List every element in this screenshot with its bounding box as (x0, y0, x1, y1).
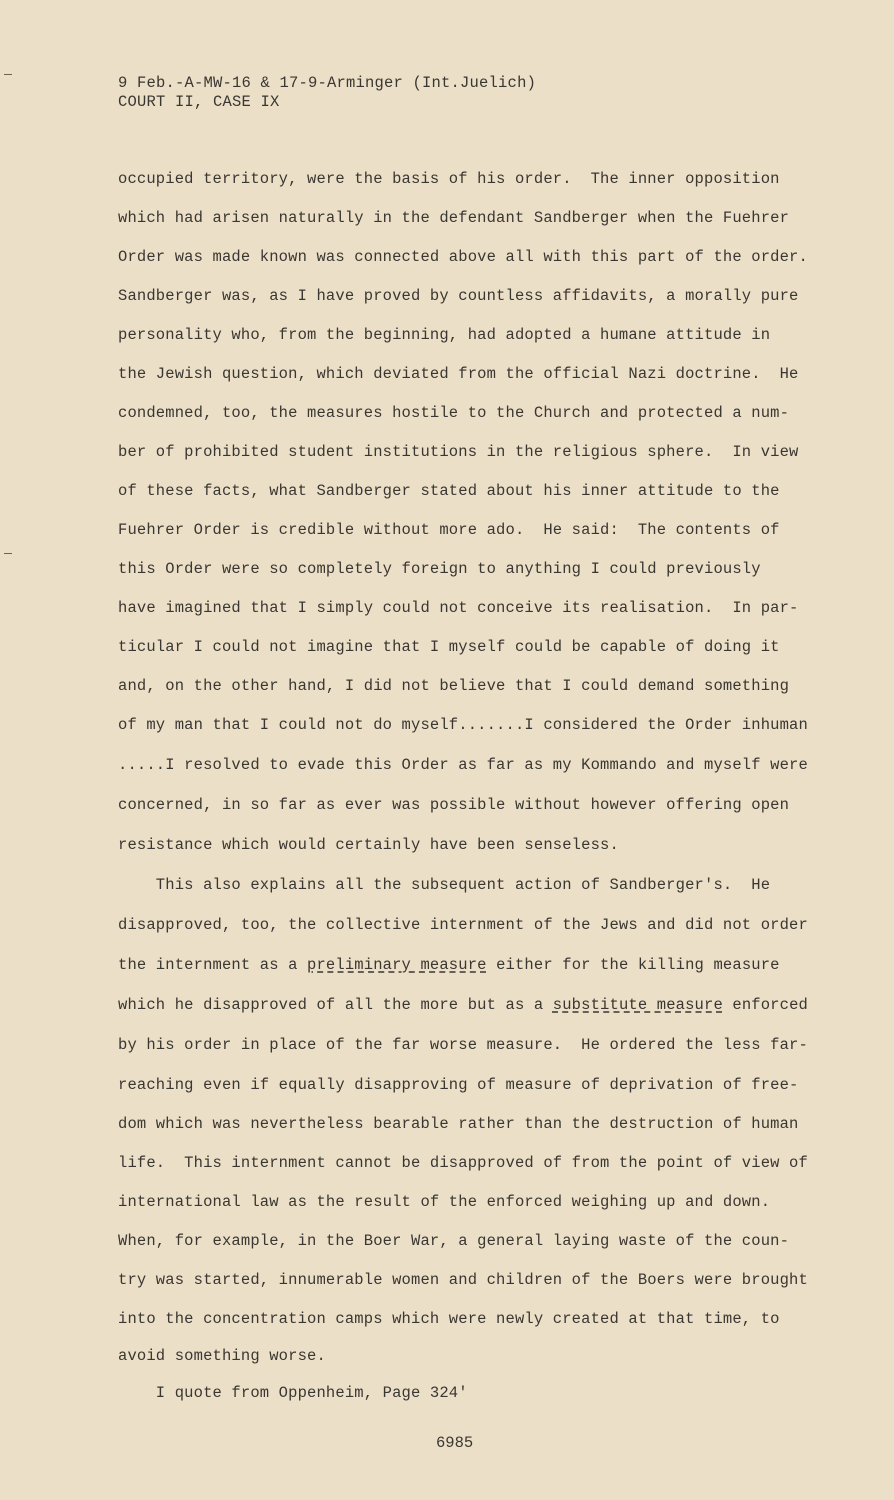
body-line: Sandberger was, as I have proved by countless affidavits, a morally pure (118, 287, 799, 305)
body-line: .....I resolved to evade this Order as far as my Kommando and myself were (118, 756, 808, 774)
body-line: concerned, in so far as ever was possible without however offering open (118, 796, 790, 814)
body-line: by his order in place of the far worse measure. He ordered the less far- (118, 1036, 808, 1054)
body-line: Order was made known was connected above all with this part of the order. (118, 248, 808, 266)
header-court-case: COURT II, CASE IX (118, 93, 280, 111)
body-line: which had arisen naturally in the defendant Sandberger when the Fuehrer (118, 209, 790, 227)
body-line: the Jewish question, which deviated from the official Nazi doctrine. He (118, 365, 799, 383)
body-line: avoid something worse. (118, 1347, 326, 1365)
body-line: dom which was nevertheless bearable rather than the destruction of human (118, 1115, 799, 1133)
body-text-span: enforced (722, 996, 808, 1014)
body-line (118, 956, 780, 974)
body-line: ber of prohibited student institutions in the religious sphere. In view (118, 443, 799, 461)
body-line: ticular I could not imagine that I myself could be capable of doing it (118, 638, 780, 656)
body-line: life. This internment cannot be disapproved of from the point of view of (118, 1154, 808, 1172)
body-line: Fuehrer Order is credible without more ado. He said: The contents of (118, 521, 780, 539)
body-text-span: the internment as a (118, 956, 308, 974)
body-line: of my man that I could not do myself.......I considered the Order inhuman (118, 716, 808, 734)
body-line: When, for example, in the Boer War, a general laying waste of the coun- (118, 1232, 790, 1250)
body-line: occupied territory, were the basis of his order. The inner opposition (118, 170, 780, 188)
underlined-term: preliminary measure (307, 956, 487, 974)
body-line: and, on the other hand, I did not believe that I could demand something (118, 677, 790, 695)
underlined-term: substitute measure (552, 996, 723, 1014)
body-line: this Order were so completely foreign to anything I could previously (118, 560, 761, 578)
body-line: into the concentration camps which were newly created at that time, to (118, 1310, 780, 1328)
body-line: resistance which would certainly have been senseless. (118, 836, 619, 854)
body-line: try was started, innumerable women and children of the Boers were brought (118, 1271, 808, 1289)
margin-mark (4, 553, 12, 554)
document-header (118, 74, 536, 112)
body-line: of these facts, what Sandberger stated about his inner attitude to the (118, 482, 780, 500)
body-line: have imagined that I simply could not conceive its realisation. In par- (118, 599, 799, 617)
header-case-reference: 9 Feb.-A-MW-16 & 17-9-Arminger (Int.Juelich) (118, 74, 537, 92)
body-text-span: which he disapproved of all the more but as a (118, 996, 553, 1014)
body-line: condemned, too, the measures hostile to the Church and protected a num- (118, 404, 790, 422)
body-line: disapproved, too, the collective internment of the Jews and did not order (118, 916, 808, 934)
page-number: 6985 (436, 1434, 474, 1452)
body-line (118, 996, 808, 1014)
body-line: I quote from Oppenheim, Page 324' (118, 1384, 468, 1402)
body-line: reaching even if equally disapproving of measure of deprivation of free- (118, 1076, 799, 1094)
body-line: international law as the result of the enforced weighing up and down. (118, 1193, 771, 1211)
body-line: personality who, from the beginning, had adopted a humane attitude in (118, 326, 771, 344)
body-text-span: either for the killing measure (486, 956, 780, 974)
margin-mark (4, 74, 12, 75)
body-line: This also explains all the subsequent action of Sandberger's. He (118, 876, 771, 894)
